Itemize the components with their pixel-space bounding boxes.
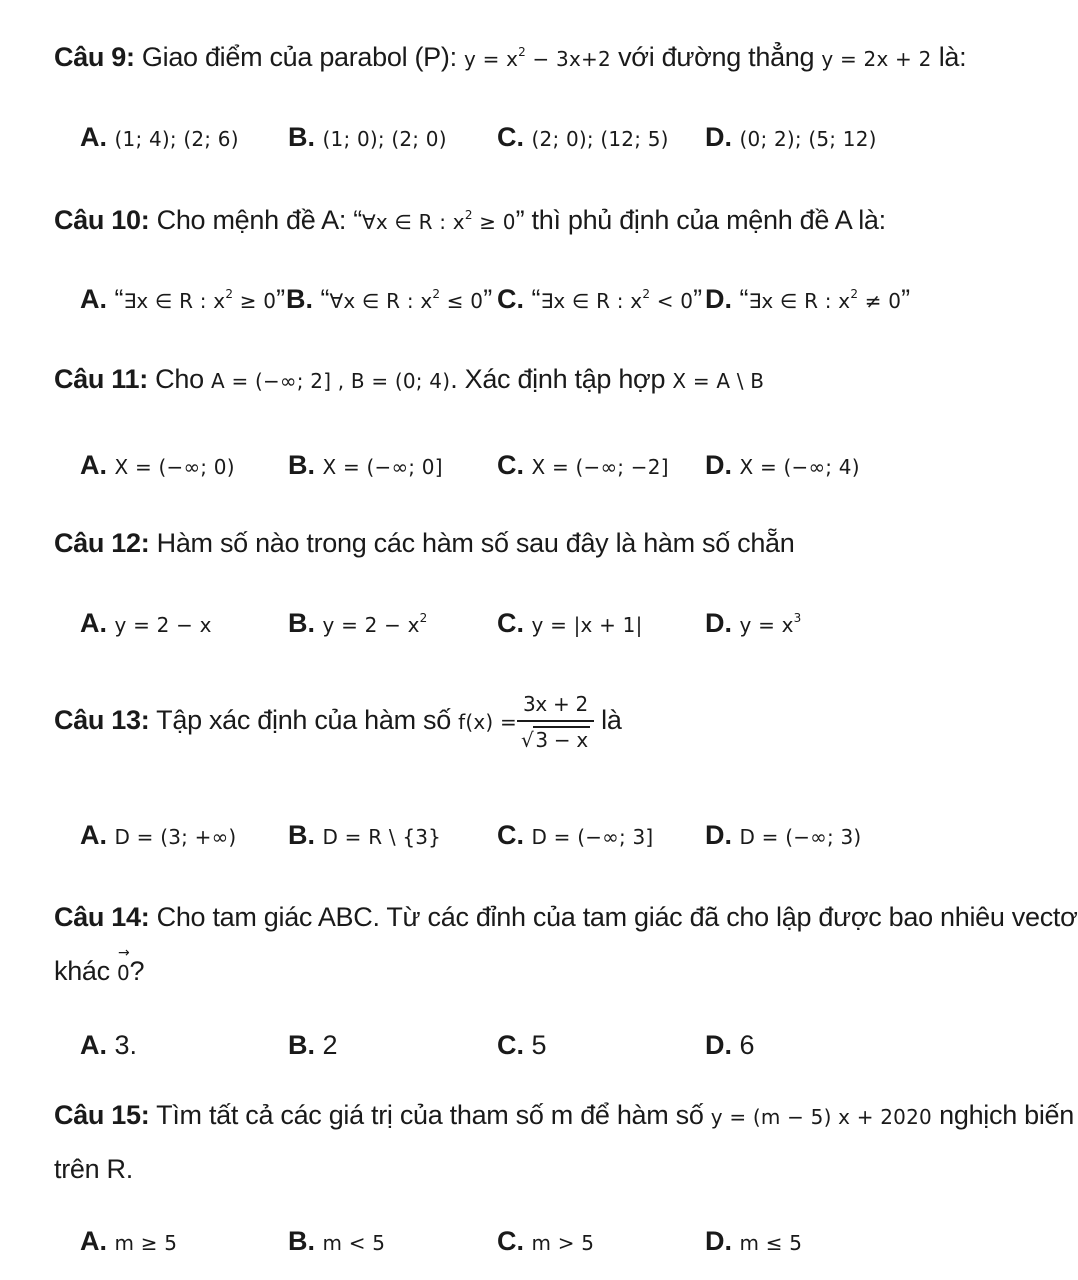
question-11-option-d[interactable]: D. X = (−∞; 4): [705, 450, 860, 480]
question-13-fraction: [517, 692, 594, 752]
question-13-stem: [54, 692, 622, 752]
question-12-text: Hàm số nào trong các hàm số sau đây là hàm số chẵn: [156, 528, 795, 558]
question-15-option-d[interactable]: D. m ≤ 5: [705, 1226, 803, 1256]
question-9-text: Giao điểm của parabol (P):: [141, 42, 457, 72]
question-15-stem-line-2: [54, 1154, 133, 1185]
question-12-stem: [54, 528, 795, 559]
question-15-text-3: trên R.: [54, 1154, 133, 1184]
question-9-line-eq: y = 2x + 2: [821, 47, 932, 71]
question-14-stem-line-2: [54, 945, 145, 987]
question-9-text-3: là:: [938, 42, 967, 72]
question-13-text-2: là: [601, 705, 622, 736]
question-13-numerator: 3x + 2: [517, 692, 594, 722]
question-15-function: y = (m − 5) x + 2020: [710, 1105, 932, 1129]
question-12-option-d[interactable]: D. $y = x^3$: [705, 608, 802, 638]
question-15-option-c[interactable]: C. m > 5: [497, 1226, 595, 1256]
question-10-option-a[interactable]: A. “∃x ∈ R : $x^2 \ge 0$”: [80, 284, 286, 314]
question-11-option-a[interactable]: A. X = (−∞; 0): [80, 450, 235, 480]
question-14-option-b[interactable]: B. 2: [288, 1030, 338, 1060]
question-9-text-2: với đường thẳng: [618, 42, 815, 72]
question-15-stem: [54, 1100, 1074, 1131]
question-13-label: Câu 13:: [54, 705, 150, 736]
question-10-text: Cho mệnh đề A: “: [156, 205, 362, 235]
question-11-text-2: . Xác định tập hợp: [450, 364, 666, 394]
zero-vector: → 0: [117, 945, 130, 985]
question-13-text: Tập xác định của hàm số: [156, 705, 451, 736]
question-15-text-2: nghịch biến: [939, 1100, 1074, 1130]
question-9-parabol-eq: $y = x^2 - 3x+2$: [463, 45, 611, 71]
question-12-option-a[interactable]: A. y = 2 − x: [80, 608, 212, 638]
question-10-option-d[interactable]: D. “∃x ∈ R : $x^2 \ne 0$”: [705, 284, 911, 314]
question-10-label: Câu 10:: [54, 205, 150, 235]
question-11-label: Câu 11:: [54, 364, 148, 394]
question-11-option-b[interactable]: B. X = (−∞; 0]: [288, 450, 443, 480]
question-11-sets: A = (−∞; 2] , B = (0; 4): [211, 369, 451, 393]
question-9-option-c[interactable]: C. (2; 0); (12; 5): [497, 122, 669, 152]
question-15-text: Tìm tất cả các giá trị của tham số m để hàm số: [156, 1100, 704, 1130]
question-14-text: Cho tam giác ABC. Từ các đỉnh của tam giác đã cho lập được bao nhiêu vectơ: [156, 902, 1078, 932]
question-13-denominator: √ 3 − x: [520, 728, 588, 752]
question-15-label: Câu 15:: [54, 1100, 150, 1130]
question-13-fx: f(x) =: [458, 710, 517, 735]
question-10-option-b[interactable]: B. “∀x ∈ R : $x^2 \le 0$”: [286, 284, 493, 314]
question-15-option-a[interactable]: A. m ≥ 5: [80, 1226, 178, 1256]
question-14-text-3: ?: [129, 956, 145, 986]
question-14-text-2: khác: [54, 956, 110, 986]
question-14-option-d[interactable]: D. 6: [705, 1030, 755, 1060]
question-10-option-c[interactable]: C. “∃x ∈ R : $x^2 < 0$”: [497, 284, 703, 314]
question-9-label: Câu 9:: [54, 42, 135, 72]
question-13-option-a[interactable]: A. D = (3; +∞): [80, 820, 237, 850]
question-11-option-c[interactable]: C. X = (−∞; −2]: [497, 450, 669, 480]
question-14-label: Câu 14:: [54, 902, 150, 932]
question-14-option-c[interactable]: C. 5: [497, 1030, 547, 1060]
question-10-text-2: ” thì phủ định của mệnh đề A là:: [515, 205, 886, 235]
question-9-option-d[interactable]: D. (0; 2); (5; 12): [705, 122, 877, 152]
question-13-option-c[interactable]: C. D = (−∞; 3]: [497, 820, 654, 850]
question-11-text: Cho: [155, 364, 204, 394]
question-11-stem: [54, 364, 764, 395]
question-12-option-c[interactable]: C. y = |x + 1|: [497, 608, 643, 638]
question-13-option-d[interactable]: D. D = (−∞; 3): [705, 820, 862, 850]
question-10-proposition: ∀x ∈ R : $x^2 \ge 0$: [361, 208, 516, 234]
question-12-label: Câu 12:: [54, 528, 150, 558]
question-11-set-x: X = A \ B: [672, 369, 765, 393]
question-9-option-b[interactable]: B. (1; 0); (2; 0): [288, 122, 447, 152]
question-9-stem: [54, 42, 966, 73]
question-14-option-a[interactable]: A. 3.: [80, 1030, 138, 1060]
question-13-option-b[interactable]: B. D = R \ {3}: [288, 820, 442, 850]
question-10-stem: [54, 205, 886, 236]
question-12-option-b[interactable]: B. $y = 2 - x^2$: [288, 608, 428, 638]
sqrt-icon: √: [520, 728, 534, 752]
question-15-option-b[interactable]: B. m < 5: [288, 1226, 386, 1256]
vector-arrow-icon: →: [118, 945, 130, 961]
question-14-stem: [54, 902, 1078, 933]
question-9-option-a[interactable]: A. (1; 4); (2; 6): [80, 122, 239, 152]
